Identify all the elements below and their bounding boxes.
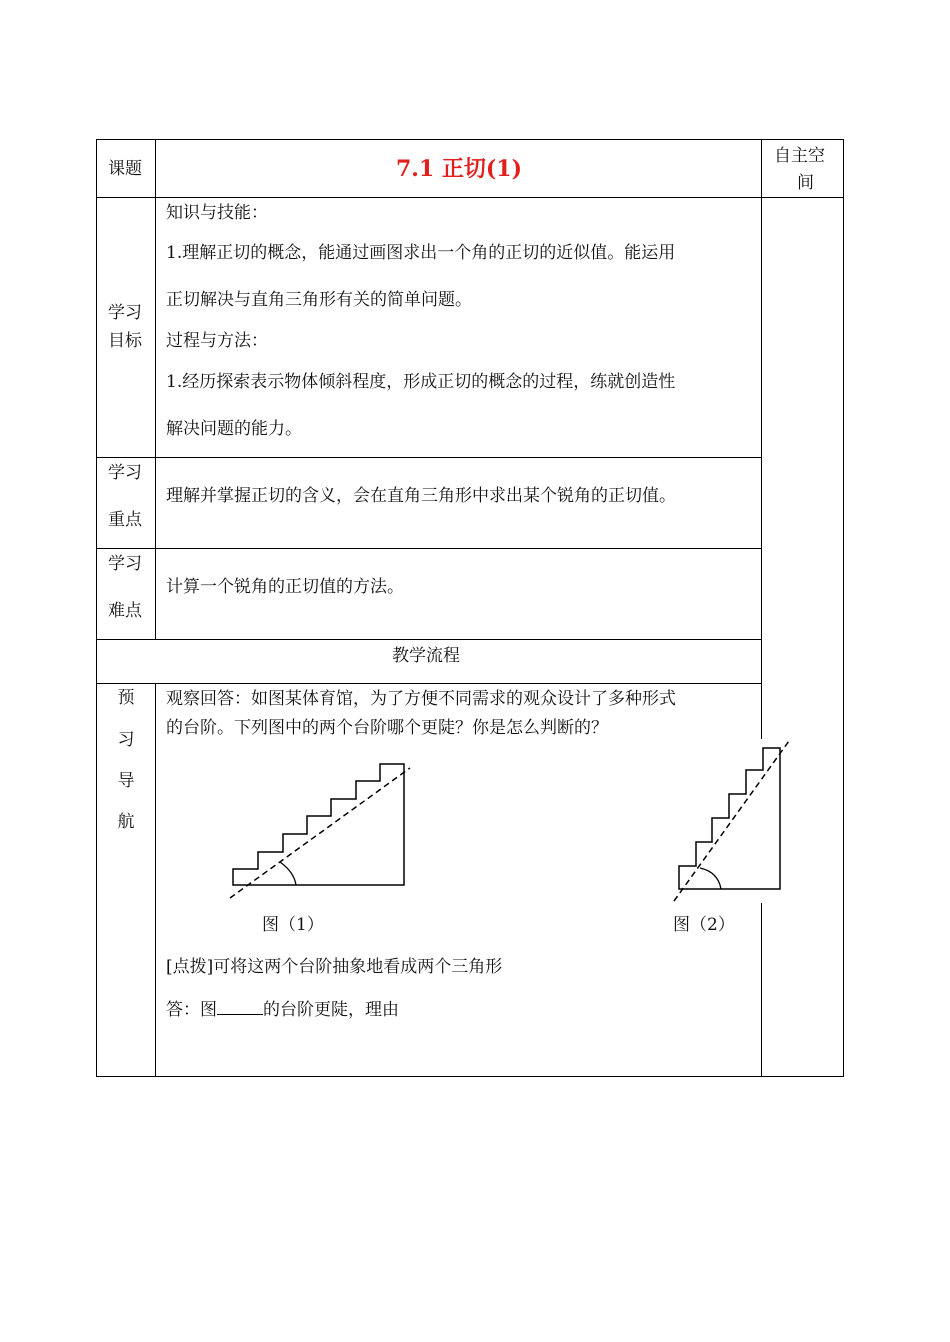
- preview-answer-line: [166, 998, 399, 1020]
- preview-label-char-3: 导: [117, 771, 135, 791]
- preview-label-char-4: 航: [117, 812, 135, 832]
- self-space-label-line2: 间: [797, 173, 814, 193]
- subject-label: 课题: [108, 159, 142, 179]
- answer-prefix: 答：图: [166, 1000, 217, 1020]
- objectives-label-line1: 学习: [108, 303, 142, 323]
- objectives-label-line2: 目标: [108, 331, 142, 351]
- lesson-title: 7.1 正切(1): [395, 156, 523, 182]
- self-space-label-line1: 自主空: [774, 146, 825, 166]
- figure2-caption: 图（2）: [673, 915, 735, 935]
- process-item-line2: 解决问题的能力。: [166, 419, 302, 439]
- preview-question-line2: 的台阶。下列图中的两个台阶哪个更陡？你是怎么判断的？: [166, 718, 608, 738]
- knowledge-heading: 知识与技能：: [166, 203, 268, 223]
- keypoints-label-line2: 重点: [108, 510, 142, 530]
- figure2-slope-line: [674, 741, 789, 901]
- preview-label-char-2: 习: [117, 730, 135, 750]
- preview-question-line1: 观察回答：如图某体育馆，为了方便不同需求的观众设计了多种形式: [166, 689, 676, 709]
- preview-hint: [点拨]可将这两个台阶抽象地看成两个三角形: [166, 957, 503, 977]
- figure1-angle-arc: [280, 862, 296, 885]
- preview-label-char-1: 预: [117, 688, 135, 708]
- knowledge-item-line2: 正切解决与直角三角形有关的简单问题。: [166, 290, 472, 310]
- process-heading: 过程与方法：: [166, 331, 268, 351]
- answer-suffix: 的台阶更陡，理由: [263, 1000, 399, 1020]
- keypoints-text: 理解并掌握正切的含义，会在直角三角形中求出某个锐角的正切值。: [166, 486, 676, 506]
- difficulties-label-line1: 学习: [108, 554, 142, 574]
- figure2-angle-arc: [700, 868, 721, 889]
- process-item-line1: 1.经历探索表示物体倾斜程度，形成正切的概念的过程，练就创造性: [166, 372, 676, 392]
- keypoints-label-line1: 学习: [108, 463, 142, 483]
- answer-blank[interactable]: [217, 998, 263, 1015]
- figure2-overlap-mask: [756, 739, 768, 903]
- figure1-caption: 图（1）: [262, 915, 324, 935]
- figure1-slope-line: [230, 768, 410, 898]
- figure1-staircase: [233, 764, 404, 885]
- knowledge-item-line1: 1.理解正切的概念，能通过画图求出一个角的正切的近似值。能运用: [166, 243, 676, 263]
- flow-heading: 教学流程: [392, 646, 460, 666]
- difficulties-text: 计算一个锐角的正切值的方法。: [166, 577, 404, 597]
- difficulties-label-line2: 难点: [108, 601, 142, 621]
